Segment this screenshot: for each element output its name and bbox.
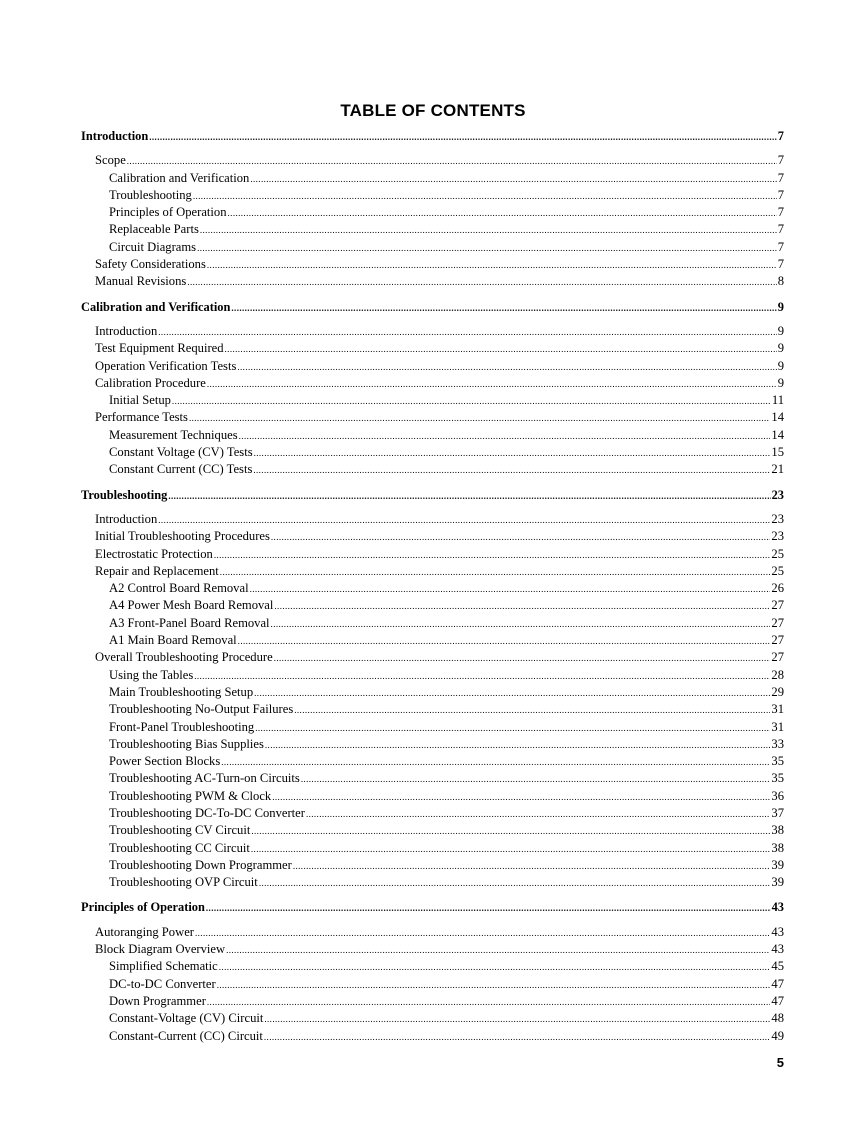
dot-leader xyxy=(158,512,770,528)
toc-entry[interactable] xyxy=(81,1010,784,1027)
toc-entry-title: Troubleshooting PWM & Clock xyxy=(109,788,272,803)
toc-entry-title: Principles of Operation xyxy=(81,900,205,915)
toc-entry[interactable] xyxy=(81,701,784,718)
dot-leader xyxy=(265,737,771,753)
toc-page-number: 48 xyxy=(771,1011,784,1026)
dot-leader xyxy=(251,841,771,857)
toc-entry[interactable] xyxy=(81,857,784,874)
dot-leader xyxy=(189,410,770,426)
dot-leader xyxy=(250,581,771,597)
dot-leader xyxy=(225,341,777,357)
toc-entry[interactable] xyxy=(81,941,784,958)
dot-leader xyxy=(207,376,777,392)
toc-entry[interactable] xyxy=(81,528,784,545)
toc-entry-title: Power Section Blocks xyxy=(109,754,221,769)
dot-leader xyxy=(221,754,770,770)
toc-entry[interactable] xyxy=(81,358,784,375)
toc-entry-title: Troubleshooting AC-Turn-on Circuits xyxy=(109,771,300,786)
toc-page-number: 23 xyxy=(771,529,784,544)
toc-page-number: 38 xyxy=(771,823,784,838)
dot-leader xyxy=(217,977,771,993)
toc-section-heading[interactable] xyxy=(81,128,784,145)
dot-leader xyxy=(197,240,777,256)
toc-entry[interactable] xyxy=(81,736,784,753)
dot-leader xyxy=(207,994,771,1010)
dot-leader xyxy=(172,393,771,409)
toc-entry[interactable] xyxy=(81,187,784,204)
dot-leader xyxy=(200,222,777,238)
toc-entry[interactable] xyxy=(81,392,784,409)
toc-entry[interactable] xyxy=(81,632,784,649)
toc-entry-title: Front-Panel Troubleshooting xyxy=(109,719,255,734)
toc-entry-title: Troubleshooting OVP Circuit xyxy=(109,875,258,890)
toc-page-number: 43 xyxy=(771,942,784,957)
toc-page-number: 27 xyxy=(771,598,784,613)
toc-entry[interactable] xyxy=(81,805,784,822)
toc-entry-title: Manual Revisions xyxy=(95,274,187,289)
toc-page-number: 9 xyxy=(777,341,784,356)
toc-page-number: 43 xyxy=(771,900,784,915)
toc-entry-title: Introduction xyxy=(81,129,149,143)
toc-entry[interactable] xyxy=(81,375,784,392)
toc-page-number: 31 xyxy=(771,719,784,734)
toc-page-number: 47 xyxy=(771,993,784,1008)
toc-page-number: 7 xyxy=(777,153,784,168)
dot-leader xyxy=(259,875,771,891)
toc-entry[interactable] xyxy=(81,976,784,993)
toc-entry-title: Constant-Current (CC) Circuit xyxy=(109,1028,263,1043)
toc-entry-title: Troubleshooting DC-To-DC Converter xyxy=(109,805,305,820)
toc-section-heading[interactable] xyxy=(81,487,784,504)
dot-leader xyxy=(255,720,770,736)
toc-page-number: 43 xyxy=(771,924,784,939)
toc-entry-title: Introduction xyxy=(95,323,158,338)
toc-page-number: 26 xyxy=(771,581,784,596)
toc-entry-title: Safety Considerations xyxy=(95,257,206,272)
dot-leader xyxy=(271,529,771,545)
toc-page-number: 11 xyxy=(771,393,784,408)
dot-leader xyxy=(127,153,777,169)
toc-page-number: 27 xyxy=(771,615,784,630)
toc-entry[interactable] xyxy=(81,563,784,580)
toc-entry[interactable] xyxy=(81,340,784,357)
dot-leader xyxy=(306,806,770,822)
toc-page-number: 31 xyxy=(771,702,784,717)
toc-entry[interactable] xyxy=(81,427,784,444)
toc-page-number: 28 xyxy=(771,667,784,682)
toc-entry-title: A2 Control Board Removal xyxy=(109,581,249,596)
toc-entry[interactable] xyxy=(81,323,784,340)
toc-entry-title: Initial Setup xyxy=(109,393,171,408)
toc-entry[interactable] xyxy=(81,924,784,941)
dot-leader xyxy=(220,564,771,580)
toc-page-number: 37 xyxy=(771,805,784,820)
toc-entry-title: Principles of Operation xyxy=(109,205,227,220)
toc-entry[interactable] xyxy=(81,461,784,478)
toc-page-number: 25 xyxy=(771,546,784,561)
toc-page-number: 21 xyxy=(771,462,784,477)
toc-entry[interactable] xyxy=(81,615,784,632)
table-of-contents xyxy=(81,128,784,1045)
toc-entry-title: Calibration and Verification xyxy=(109,170,250,185)
toc-entry-title: Electrostatic Protection xyxy=(95,546,213,561)
toc-entry[interactable] xyxy=(81,597,784,614)
toc-entry-title: Constant Current (CC) Tests xyxy=(109,462,253,477)
toc-entry-title: Circuit Diagrams xyxy=(109,239,197,254)
dot-leader xyxy=(168,488,770,504)
dot-leader xyxy=(194,668,770,684)
dot-leader xyxy=(264,1029,771,1045)
toc-entry-title: Autoranging Power xyxy=(95,924,194,939)
toc-entry-title: Constant-Voltage (CV) Circuit xyxy=(109,1011,264,1026)
toc-page-number: 14 xyxy=(771,427,784,442)
dot-leader xyxy=(239,428,771,444)
toc-entry-title: A1 Main Board Removal xyxy=(109,633,237,648)
dot-leader xyxy=(206,900,771,916)
dot-leader xyxy=(193,188,777,204)
toc-entry-title: Constant Voltage (CV) Tests xyxy=(109,445,253,460)
toc-entry-title: Down Programmer xyxy=(109,993,206,1008)
toc-section-heading[interactable] xyxy=(81,299,784,316)
toc-page-number: 33 xyxy=(771,736,784,751)
toc-entry[interactable] xyxy=(81,170,784,187)
toc-page-number: 35 xyxy=(771,771,784,786)
toc-page-number: 9 xyxy=(777,375,784,390)
toc-entry-title: Calibration and Verification xyxy=(81,299,231,314)
toc-entry[interactable] xyxy=(81,1028,784,1045)
toc-entry[interactable] xyxy=(81,256,784,273)
toc-entry-title: Simplified Schematic xyxy=(109,959,218,974)
toc-entry[interactable] xyxy=(81,204,784,221)
dot-leader xyxy=(214,547,771,563)
dot-leader xyxy=(293,858,771,874)
toc-entry-title: Repair and Replacement xyxy=(95,563,219,578)
dot-leader xyxy=(207,257,777,273)
toc-page-number: 7 xyxy=(777,205,784,220)
toc-page-number: 39 xyxy=(771,875,784,890)
dot-leader xyxy=(228,205,777,221)
toc-entry[interactable] xyxy=(81,221,784,238)
toc-entry-title: Overall Troubleshooting Procedure xyxy=(95,650,273,665)
toc-entry[interactable] xyxy=(81,649,784,666)
dot-leader xyxy=(237,359,776,375)
toc-page-number: 9 xyxy=(777,358,784,373)
toc-page-number: 36 xyxy=(771,788,784,803)
toc-page-number: 7 xyxy=(777,187,784,202)
toc-entry-title: Performance Tests xyxy=(95,410,188,425)
toc-entry-title: Replaceable Parts xyxy=(109,222,199,237)
toc-entry-title: Calibration Procedure xyxy=(95,375,206,390)
dot-leader xyxy=(254,685,770,701)
toc-page-number: 39 xyxy=(771,857,784,872)
dot-leader xyxy=(226,942,770,958)
toc-page-number: 23 xyxy=(771,511,784,526)
toc-entry[interactable] xyxy=(81,273,784,290)
toc-entry-title: Measurement Techniques xyxy=(109,427,238,442)
toc-page-number: 27 xyxy=(771,633,784,648)
toc-entry[interactable] xyxy=(81,511,784,528)
toc-page-number: 7 xyxy=(777,239,784,254)
toc-entry-title: A3 Front-Panel Board Removal xyxy=(109,615,270,630)
dot-leader xyxy=(158,324,776,340)
toc-page-number: 7 xyxy=(777,222,784,237)
toc-entry[interactable] xyxy=(81,874,784,891)
toc-entry-title: Introduction xyxy=(95,511,158,526)
toc-page-number: 27 xyxy=(771,650,784,665)
toc-entry[interactable] xyxy=(81,993,784,1010)
toc-page-number: 49 xyxy=(771,1028,784,1043)
toc-entry[interactable] xyxy=(81,667,784,684)
toc-page-number: 23 xyxy=(771,487,784,502)
toc-page-number: 15 xyxy=(771,445,784,460)
toc-entry-title: Initial Troubleshooting Procedures xyxy=(95,529,270,544)
dot-leader xyxy=(254,445,771,461)
toc-entry-title: Troubleshooting xyxy=(109,187,192,202)
toc-entry-title: Using the Tables xyxy=(109,667,194,682)
toc-entry-title: DC-to-DC Converter xyxy=(109,976,216,991)
dot-leader xyxy=(238,633,771,649)
toc-entry[interactable] xyxy=(81,788,784,805)
toc-page-number: 8 xyxy=(777,274,784,289)
toc-entry[interactable] xyxy=(81,239,784,256)
dot-leader xyxy=(272,789,770,805)
toc-entry[interactable] xyxy=(81,770,784,787)
toc-entry[interactable] xyxy=(81,753,784,770)
toc-page-number: 9 xyxy=(777,323,784,338)
dot-leader xyxy=(251,823,770,839)
toc-entry-title: Troubleshooting CC Circuit xyxy=(109,840,250,855)
dot-leader xyxy=(264,1011,770,1027)
dot-leader xyxy=(195,925,770,941)
page-number: 5 xyxy=(776,1055,784,1070)
toc-entry-title: A4 Power Mesh Board Removal xyxy=(109,598,274,613)
toc-entry[interactable] xyxy=(81,958,784,975)
dot-leader xyxy=(219,959,771,975)
dot-leader xyxy=(187,274,776,290)
toc-page-number: 38 xyxy=(771,840,784,855)
toc-page-number: 7 xyxy=(777,257,784,272)
toc-entry[interactable] xyxy=(81,546,784,563)
toc-page-number: 14 xyxy=(771,410,784,425)
toc-page-number: 35 xyxy=(771,754,784,769)
toc-page-number: 25 xyxy=(771,563,784,578)
toc-entry-title: Test Equipment Required xyxy=(95,341,224,356)
toc-page-number: 47 xyxy=(771,976,784,991)
toc-page-number: 7 xyxy=(777,129,784,143)
dot-leader xyxy=(274,650,771,666)
toc-entry-title: Troubleshooting CV Circuit xyxy=(109,823,251,838)
dot-leader xyxy=(149,129,777,145)
toc-entry-title: Main Troubleshooting Setup xyxy=(109,684,254,699)
toc-entry-title: Troubleshooting Down Programmer xyxy=(109,857,292,872)
toc-entry[interactable] xyxy=(81,409,784,426)
toc-entry[interactable] xyxy=(81,719,784,736)
toc-entry-title: Troubleshooting Bias Supplies xyxy=(109,736,264,751)
toc-section-heading[interactable] xyxy=(81,899,784,916)
toc-entry[interactable] xyxy=(81,822,784,839)
dot-leader xyxy=(271,616,771,632)
toc-page-number: 45 xyxy=(771,959,784,974)
toc-page-number: 29 xyxy=(771,684,784,699)
toc-page-number: 7 xyxy=(777,170,784,185)
page-title: TABLE OF CONTENTS xyxy=(340,101,526,120)
dot-leader xyxy=(250,171,776,187)
dot-leader xyxy=(294,702,770,718)
toc-entry[interactable] xyxy=(81,580,784,597)
toc-entry-title: Troubleshooting xyxy=(81,487,168,502)
toc-entry[interactable] xyxy=(81,152,784,169)
toc-entry-title: Scope xyxy=(95,153,126,168)
toc-page-number: 9 xyxy=(777,299,784,314)
dot-leader xyxy=(301,771,771,787)
toc-entry-title: Troubleshooting No-Output Failures xyxy=(109,702,294,717)
dot-leader xyxy=(231,300,776,316)
toc-entry[interactable] xyxy=(81,840,784,857)
toc-entry[interactable] xyxy=(81,444,784,461)
dot-leader xyxy=(253,462,770,478)
toc-entry-title: Operation Verification Tests xyxy=(95,358,237,373)
dot-leader xyxy=(274,598,770,614)
toc-entry[interactable] xyxy=(81,684,784,701)
toc-entry-title: Block Diagram Overview xyxy=(95,942,226,957)
